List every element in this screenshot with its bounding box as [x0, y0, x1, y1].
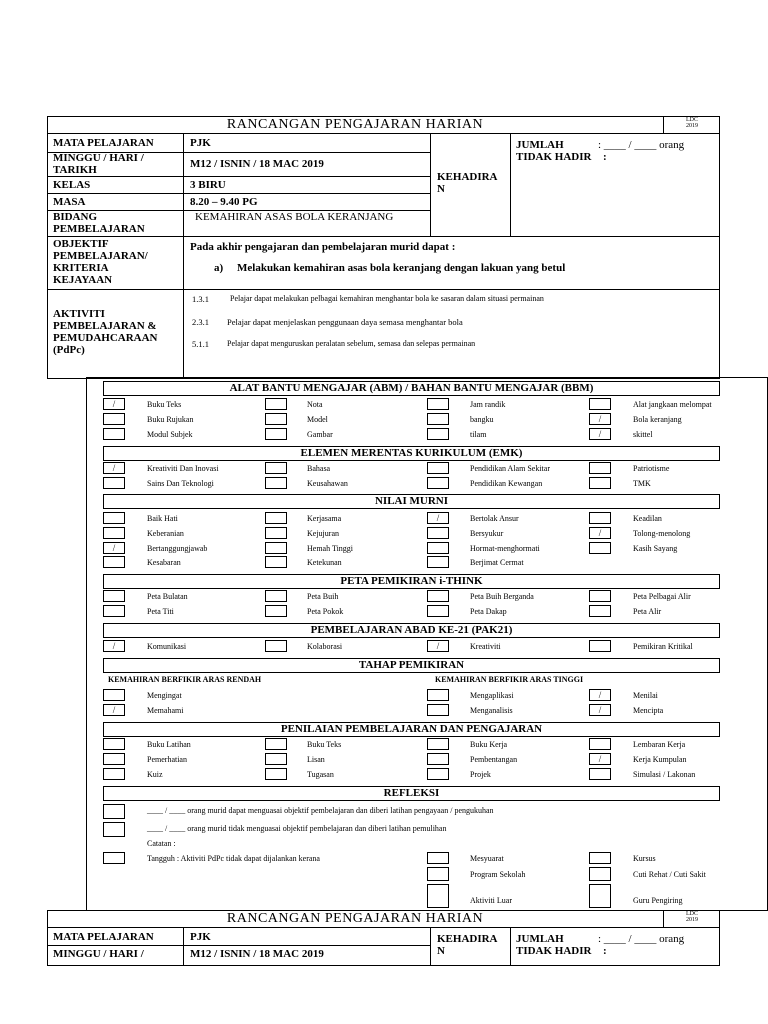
checkbox-mesyuarat[interactable]: [427, 852, 449, 864]
checkbox-penilaian-1-3[interactable]: /: [589, 753, 611, 765]
checkbox-abm-1-0[interactable]: [103, 413, 125, 425]
section-title-pak21: PEMBELAJARAN ABAD KE-21 (PAK21): [103, 623, 720, 638]
jumlah-label: JUMLAH TIDAK HADIR: [516, 139, 592, 163]
masa-label: MASA: [53, 196, 86, 208]
option-penilaian-2-2: Projek: [470, 770, 491, 779]
checkbox-emk-0-3[interactable]: [589, 462, 611, 474]
option-nilai-0-2: Bertolak Ansur: [470, 514, 519, 523]
checkbox-penilaian-2-0[interactable]: [103, 768, 125, 780]
checkbox-nilai-1-0[interactable]: [103, 527, 125, 539]
option-penilaian-2-1: Tugasan: [307, 770, 334, 779]
refleksi-checkbox-1[interactable]: [103, 804, 125, 819]
option-emk-0-1: Bahasa: [307, 464, 331, 473]
checkbox-pak21-0-0[interactable]: /: [103, 640, 125, 652]
option-penilaian-1-3: Kerja Kumpulan: [633, 755, 687, 764]
option-nilai-2-3: Kasih Sayang: [633, 544, 678, 553]
aktiviti-label: AKTIVITI PEMBELAJARAN & PEMUDAHCARAAN (PdPc): [53, 308, 158, 356]
checkbox-guru-pengiring[interactable]: [589, 884, 611, 908]
objektif-label: OBJEKTIF PEMBELAJARAN/ KRITERIA KEJAYAAN: [53, 238, 148, 286]
option-nilai-1-1: Kejujuran: [307, 529, 339, 538]
bidang-value: KEMAHIRAN ASAS BOLA KERANJANG: [195, 211, 394, 223]
option-ithink-0-0: Peta Bulatan: [147, 592, 188, 601]
option-penilaian-1-2: Pembentangan: [470, 755, 518, 764]
kelas-value: 3 BIRU: [190, 179, 226, 191]
option-pak21-0-3: Pemikiran Kritikal: [633, 642, 693, 651]
checkbox-nilai-2-1[interactable]: [265, 542, 287, 554]
refleksi-line-1: ____ / ____ orang murid dapat menguasai objektif pembelajaran dan diberi latihan pengayaan / pengukuhan: [147, 806, 494, 815]
checkbox-penilaian-2-2[interactable]: [427, 768, 449, 780]
option-nilai-0-3: Keadilan: [633, 514, 662, 523]
option-pak21-0-2: Kreativiti: [470, 642, 501, 651]
bidang-label: BIDANG PEMBELAJARAN: [53, 211, 145, 235]
option-abm-1-0: Buku Rujukan: [147, 415, 194, 424]
option-abm-2-2: tilam: [470, 430, 487, 439]
objektif-intro: Pada akhir pengajaran dan pembelajaran murid dapat :: [190, 241, 456, 253]
option-nilai-3-0: Kesabaran: [147, 558, 181, 567]
kelas-label: KELAS: [53, 179, 91, 191]
option-emk-1-3: TMK: [633, 479, 651, 488]
option-abm-0-2: Jam randik: [470, 400, 506, 409]
checkbox-nilai-3-0[interactable]: [103, 556, 125, 568]
option-penilaian-2-0: Kuiz: [147, 770, 163, 779]
refleksi-catatan: Catatan :: [147, 839, 176, 848]
checkbox-ithink-1-2[interactable]: [427, 605, 449, 617]
checkbox-emk-1-2[interactable]: [427, 477, 449, 489]
checkbox-tahap-1-2[interactable]: /: [589, 704, 611, 716]
footer-tidak-hadir-fill[interactable]: :: [603, 945, 607, 957]
jumlah-fill[interactable]: : ____ / ____ orang: [598, 139, 685, 151]
checkbox-penilaian-0-3[interactable]: [589, 738, 611, 750]
checkbox-ithink-1-1[interactable]: [265, 605, 287, 617]
option-nilai-2-0: Bertanggungjawab: [147, 544, 208, 553]
refleksi-tangguh: Tangguh : Aktiviti PdPc tidak dapat dijalankan kerana: [147, 854, 320, 863]
tahap-sub-right: KEMAHIRAN BERFIKIR ARAS TINGGI: [435, 675, 584, 684]
checkbox-tahap-1-1[interactable]: [427, 704, 449, 716]
footer-kehadiran-label: KEHADIRA N: [437, 933, 498, 957]
masa-value: 8.20 – 9.40 PG: [190, 196, 258, 208]
option-nilai-1-2: Bersyukur: [470, 529, 504, 538]
opt-mesyuarat: Mesyuarat: [470, 854, 504, 863]
option-ithink-1-0: Peta Titi: [147, 607, 174, 616]
footer-jumlah-label: JUMLAH TIDAK HADIR: [516, 933, 592, 957]
footer-jumlah-fill[interactable]: : ____ / ____ orang: [598, 933, 685, 945]
objektif-item: Melakukan kemahiran asas bola keranjang dengan lakuan yang betul: [237, 262, 566, 274]
option-nilai-0-1: Kerjasama: [307, 514, 342, 523]
option-ithink-1-2: Peta Dakap: [470, 607, 507, 616]
option-pak21-0-0: Komunikasi: [147, 642, 187, 651]
option-penilaian-0-0: Buku Latihan: [147, 740, 191, 749]
checkbox-kursus[interactable]: [589, 852, 611, 864]
aktiviti-no-1: 1.3.1: [192, 294, 209, 304]
footer-minggu-value: M12 / ISNIN / 18 MAC 2019: [190, 948, 324, 960]
checkbox-abm-2-3[interactable]: /: [589, 428, 611, 440]
checkbox-abm-0-1[interactable]: [265, 398, 287, 410]
checkbox-ithink-1-0[interactable]: [103, 605, 125, 617]
footer-title: RANCANGAN PENGAJARAN HARIAN: [226, 911, 484, 926]
checkbox-nilai-0-1[interactable]: [265, 512, 287, 524]
checkbox-nilai-1-2[interactable]: [427, 527, 449, 539]
checkbox-penilaian-0-2[interactable]: [427, 738, 449, 750]
footer-form-code: LDC 2019: [686, 911, 698, 923]
option-penilaian-0-2: Buku Kerja: [470, 740, 508, 749]
refleksi-checkbox-2[interactable]: [103, 822, 125, 837]
minggu-value: M12 / ISNIN / 18 MAC 2019: [190, 158, 324, 170]
section-title-emk: ELEMEN MERENTAS KURIKULUM (EMK): [103, 446, 720, 461]
option-abm-1-2: bangku: [470, 415, 494, 424]
option-abm-1-1: Model: [307, 415, 328, 424]
checkbox-penilaian-0-1[interactable]: [265, 738, 287, 750]
option-nilai-2-2: Hormat-menghormati: [470, 544, 540, 553]
section-title-abm: ALAT BANTU MENGAJAR (ABM) / BAHAN BANTU MENGAJAR (BBM): [103, 381, 720, 396]
checkbox-abm-0-0[interactable]: /: [103, 398, 125, 410]
option-emk-1-0: Sains Dan Teknologi: [147, 479, 214, 488]
refleksi-line-2: ____ / ____ orang murid tidak menguasai objektif pembelajaran dan diberi latihan pemulihan: [147, 824, 447, 833]
refleksi-title: REFLEKSI: [103, 786, 720, 801]
form-code: LDC 2019: [686, 117, 698, 129]
option-emk-1-2: Pendidikan Kewangan: [470, 479, 543, 488]
checkbox-abm-0-3[interactable]: [589, 398, 611, 410]
checkbox-pak21-0-1[interactable]: [265, 640, 287, 652]
checkbox-abm-0-2[interactable]: [427, 398, 449, 410]
checkbox-emk-0-2[interactable]: [427, 462, 449, 474]
checkbox-emk-1-0[interactable]: [103, 477, 125, 489]
checkbox-nilai-1-3[interactable]: /: [589, 527, 611, 539]
minggu-label: MINGGU / HARI / TARIKH: [53, 152, 144, 176]
tidak-hadir-fill[interactable]: :: [603, 151, 607, 163]
option-penilaian-1-0: Pemerhatian: [147, 755, 187, 764]
option-tahap-0-2: Menilai: [633, 691, 658, 700]
aktiviti-no-2: 2.3.1: [192, 317, 209, 327]
option-nilai-3-2: Berjimat Cermat: [470, 558, 524, 567]
checkbox-emk-0-1[interactable]: [265, 462, 287, 474]
option-abm-2-1: Gambar: [307, 430, 333, 439]
checkbox-tahap-1-0[interactable]: /: [103, 704, 125, 716]
option-abm-1-3: Bola keranjang: [633, 415, 682, 424]
section-title-tahap: TAHAP PEMIKIRAN: [103, 658, 720, 673]
option-emk-1-1: Keusahawan: [307, 479, 348, 488]
checkbox-penilaian-1-2[interactable]: [427, 753, 449, 765]
checkbox-tahap-0-0[interactable]: [103, 689, 125, 701]
checkbox-penilaian-1-0[interactable]: [103, 753, 125, 765]
option-ithink-0-1: Peta Buih: [307, 592, 339, 601]
aktiviti-no-3: 5.1.1: [192, 339, 209, 349]
checkbox-penilaian-2-1[interactable]: [265, 768, 287, 780]
checkbox-nilai-3-1[interactable]: [265, 556, 287, 568]
checkbox-emk-1-3[interactable]: [589, 477, 611, 489]
checkbox-nilai-0-2[interactable]: /: [427, 512, 449, 524]
aktiviti-text-3: Pelajar dapat menguruskan peralatan sebelum, semasa dan selepas permainan: [227, 339, 476, 348]
option-emk-0-0: Kreativiti Dan Inovasi: [147, 464, 219, 473]
opt-cuti: Cuti Rehat / Cuti Sakit: [633, 870, 706, 879]
tahap-sub-left: KEMAHIRAN BERFIKIR ARAS RENDAH: [108, 675, 262, 684]
checkbox-nilai-2-3[interactable]: [589, 542, 611, 554]
section-title-ithink: PETA PEMIKIRAN i-THINK: [103, 574, 720, 589]
option-abm-2-0: Modul Subjek: [147, 430, 193, 439]
option-emk-0-3: Patriotisme: [633, 464, 670, 473]
checkbox-penilaian-2-3[interactable]: [589, 768, 611, 780]
mata-pelajaran-value: PJK: [190, 137, 211, 149]
option-tahap-1-1: Menganalisis: [470, 706, 513, 715]
footer-mata-pelajaran-label: MATA PELAJARAN: [53, 931, 154, 943]
footer-mata-pelajaran-value: PJK: [190, 931, 211, 943]
checkbox-penilaian-0-0[interactable]: [103, 738, 125, 750]
option-abm-0-3: Alat jangkaan melompat: [633, 400, 712, 409]
option-abm-2-3: skittel: [633, 430, 653, 439]
option-nilai-0-0: Baik Hati: [147, 514, 178, 523]
checkbox-nilai-1-1[interactable]: [265, 527, 287, 539]
objektif-item-marker: a): [214, 262, 224, 274]
option-nilai-1-0: Keberanian: [147, 529, 184, 538]
checkbox-tahap-0-1[interactable]: [427, 689, 449, 701]
mata-pelajaran-label: MATA PELAJARAN: [53, 137, 154, 149]
opt-kursus: Kursus: [633, 854, 656, 863]
option-penilaian-1-1: Lisan: [307, 755, 325, 764]
aktiviti-text-1: Pelajar dapat melakukan pelbagai kemahiran menghantar bola ke sasaran dalam situasi permainan: [230, 294, 544, 303]
checkbox-abm-1-3[interactable]: /: [589, 413, 611, 425]
refleksi-checkbox-3[interactable]: [103, 852, 125, 864]
page-title: RANCANGAN PENGAJARAN HARIAN: [226, 117, 484, 132]
option-tahap-0-0: Mengingat: [147, 691, 182, 700]
checkbox-program[interactable]: [427, 867, 449, 881]
option-penilaian-0-3: Lembaran Kerja: [633, 740, 686, 749]
option-penilaian-2-3: Simulasi / Lakonan: [633, 770, 696, 779]
checkbox-nilai-0-3[interactable]: [589, 512, 611, 524]
opt-guru-pengiring: Guru Pengiring: [633, 896, 683, 905]
option-abm-0-0: Buku Teks: [147, 400, 182, 409]
section-title-nilai: NILAI MURNI: [103, 494, 720, 509]
checkbox-emk-0-0[interactable]: /: [103, 462, 125, 474]
checkbox-nilai-3-2[interactable]: [427, 556, 449, 568]
checkbox-tahap-0-2[interactable]: /: [589, 689, 611, 701]
option-emk-0-2: Pendidikan Alam Sekitar: [470, 464, 550, 473]
checkbox-cuti[interactable]: [589, 867, 611, 881]
option-ithink-0-3: Peta Pelbagai Alir: [633, 592, 691, 601]
option-ithink-0-2: Peta Buih Berganda: [470, 592, 534, 601]
footer-minggu-label: MINGGU / HARI /: [53, 948, 144, 960]
checkbox-abm-2-1[interactable]: [265, 428, 287, 440]
checkbox-nilai-2-2[interactable]: [427, 542, 449, 554]
option-ithink-1-1: Peta Pokok: [307, 607, 344, 616]
option-tahap-0-1: Mengaplikasi: [470, 691, 514, 700]
checkbox-pak21-0-3[interactable]: [589, 640, 611, 652]
option-tahap-1-2: Mencipta: [633, 706, 664, 715]
checkbox-ithink-0-2[interactable]: [427, 590, 449, 602]
checkbox-pak21-0-2[interactable]: /: [427, 640, 449, 652]
opt-aktiviti-luar: Aktiviti Luar: [470, 896, 512, 905]
option-pak21-0-1: Kolaborasi: [307, 642, 343, 651]
checkbox-emk-1-1[interactable]: [265, 477, 287, 489]
checkbox-ithink-0-3[interactable]: [589, 590, 611, 602]
checkbox-penilaian-1-1[interactable]: [265, 753, 287, 765]
option-nilai-2-1: Hemah Tinggi: [307, 544, 354, 553]
checkbox-abm-1-2[interactable]: [427, 413, 449, 425]
checkbox-nilai-2-0[interactable]: /: [103, 542, 125, 554]
option-nilai-3-1: Ketekunan: [307, 558, 342, 567]
option-abm-0-1: Nota: [307, 400, 323, 409]
checkbox-ithink-0-1[interactable]: [265, 590, 287, 602]
checkbox-ithink-1-3[interactable]: [589, 605, 611, 617]
option-tahap-1-0: Memahami: [147, 706, 184, 715]
checkbox-nilai-0-0[interactable]: [103, 512, 125, 524]
option-penilaian-0-1: Buku Teks: [307, 740, 342, 749]
checkbox-abm-2-2[interactable]: [427, 428, 449, 440]
option-nilai-1-3: Tolong-menolong: [633, 529, 691, 538]
opt-program: Program Sekolah: [470, 870, 526, 879]
section-title-penilaian: PENILAIAN PEMBELAJARAN DAN PENGAJARAN: [103, 722, 720, 737]
checkbox-abm-1-1[interactable]: [265, 413, 287, 425]
checkbox-aktiviti-luar[interactable]: [427, 884, 449, 908]
option-ithink-1-3: Peta Alir: [633, 607, 662, 616]
checkbox-abm-2-0[interactable]: [103, 428, 125, 440]
checkbox-ithink-0-0[interactable]: [103, 590, 125, 602]
aktiviti-text-2: Pelajar dapat menjelaskan penggunaan daya semasa menghantar bola: [227, 317, 463, 327]
kehadiran-label: KEHADIRA N: [437, 171, 498, 195]
